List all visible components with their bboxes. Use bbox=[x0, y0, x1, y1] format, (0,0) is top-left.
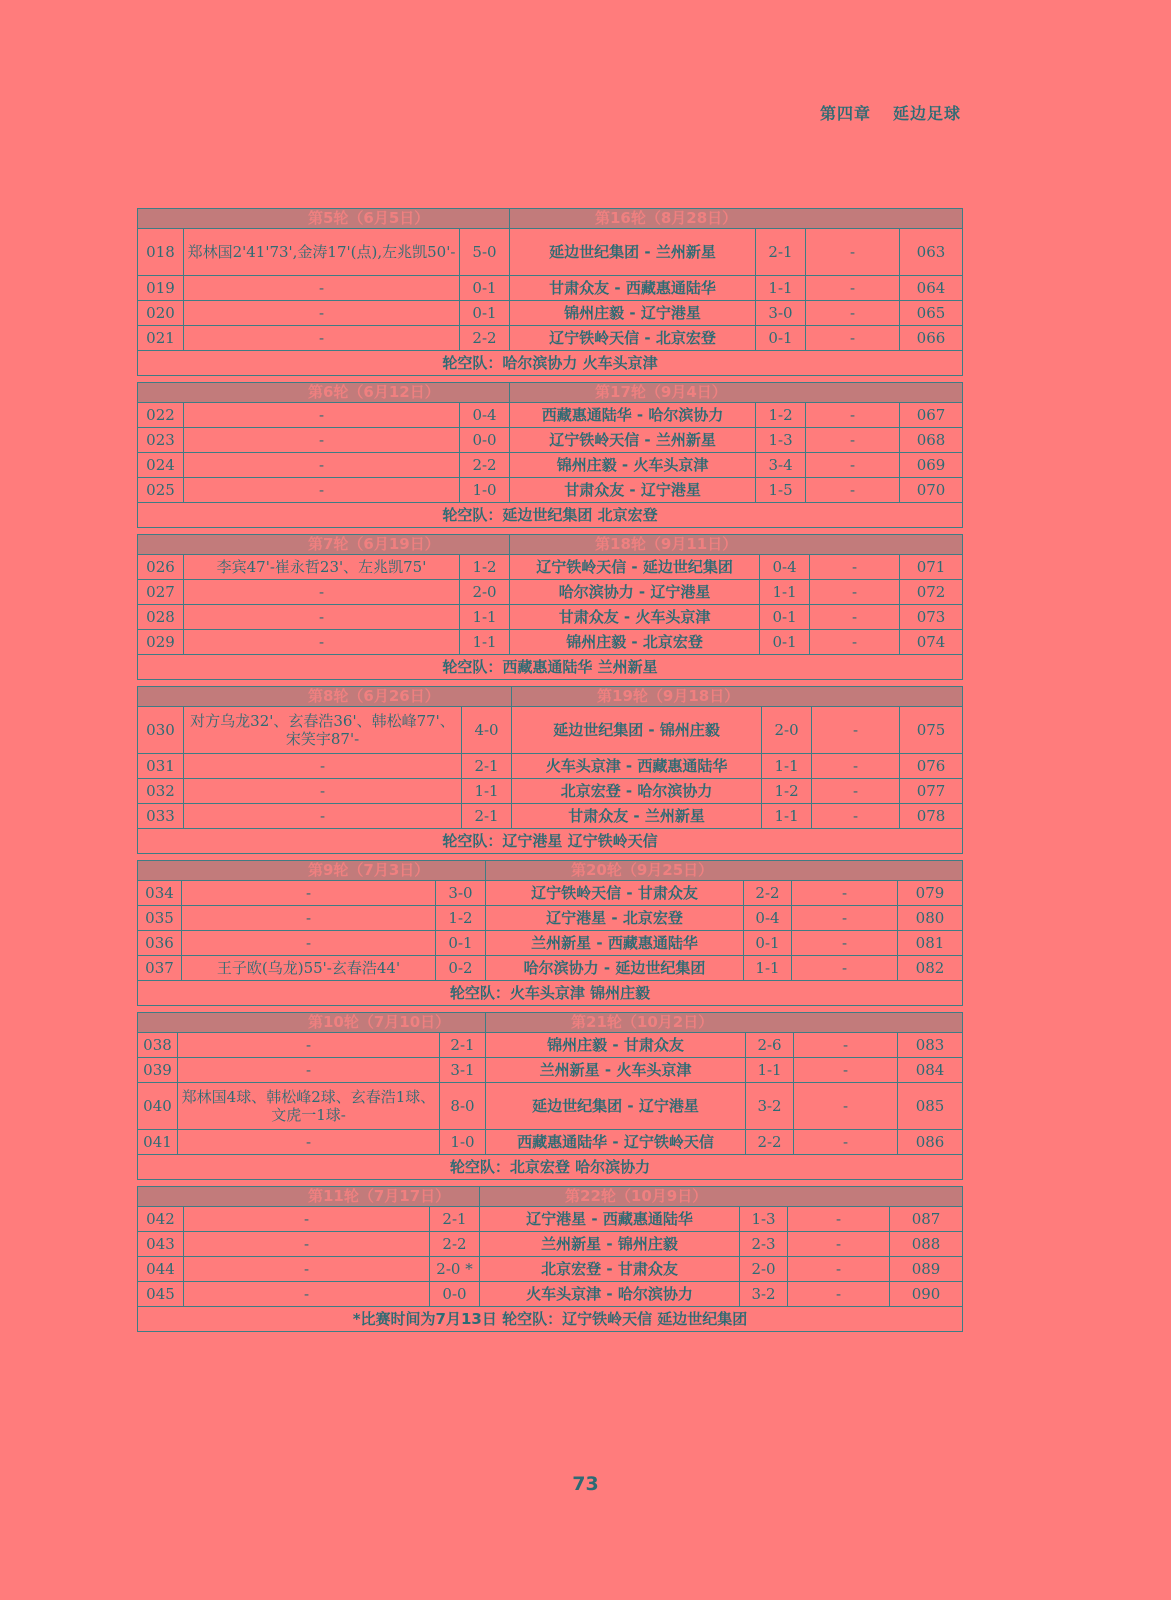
right-match-no: 077 bbox=[900, 779, 963, 804]
scorers: - bbox=[182, 931, 436, 956]
left-round-label: 第11轮（7月17日） bbox=[138, 1187, 480, 1207]
right-score: 3-2 bbox=[740, 1282, 788, 1307]
left-score: 0-4 bbox=[460, 403, 510, 428]
right-score: 2-0 bbox=[740, 1257, 788, 1282]
bye-teams: 轮空队：西藏惠通陆华 兰州新星 bbox=[138, 655, 963, 680]
scorers: 王子欧(乌龙)55'-玄春浩44' bbox=[182, 956, 436, 981]
right-scorers: - bbox=[806, 229, 900, 276]
right-scorers: - bbox=[806, 428, 900, 453]
teams: 甘肃众友 - 火车头京津 bbox=[510, 605, 760, 630]
round-table bbox=[137, 1186, 963, 1332]
right-match-no: 081 bbox=[898, 931, 963, 956]
chapter-number: 第四章 bbox=[819, 104, 871, 123]
match-row bbox=[138, 754, 963, 779]
teams: 甘肃众友 - 兰州新星 bbox=[512, 804, 762, 829]
right-score: 2-1 bbox=[756, 229, 806, 276]
teams: 延边世纪集团 - 锦州庄毅 bbox=[512, 707, 762, 754]
right-scorers: - bbox=[810, 630, 900, 655]
bye-teams: 轮空队：哈尔滨协力 火车头京津 bbox=[138, 351, 963, 376]
scorers: - bbox=[184, 478, 460, 503]
left-match-no: 024 bbox=[138, 453, 184, 478]
teams: 辽宁港星 - 西藏惠通陆华 bbox=[480, 1207, 740, 1232]
match-row bbox=[138, 403, 963, 428]
right-score: 2-6 bbox=[746, 1033, 794, 1058]
teams: 西藏惠通陆华 - 哈尔滨协力 bbox=[510, 403, 756, 428]
match-row bbox=[138, 881, 963, 906]
left-match-no: 025 bbox=[138, 478, 184, 503]
right-match-no: 067 bbox=[900, 403, 963, 428]
right-scorers: - bbox=[812, 804, 900, 829]
right-round-label: 第17轮（9月4日） bbox=[510, 383, 963, 403]
right-scorers: - bbox=[792, 906, 898, 931]
match-row bbox=[138, 1130, 963, 1155]
match-row bbox=[138, 555, 963, 580]
right-match-no: 078 bbox=[900, 804, 963, 829]
match-row bbox=[138, 326, 963, 351]
left-score: 2-2 bbox=[460, 326, 510, 351]
bye-teams: 轮空队：延边世纪集团 北京宏登 bbox=[138, 503, 963, 528]
left-score: 0-0 bbox=[460, 428, 510, 453]
round-table bbox=[137, 860, 963, 1006]
left-score: 1-2 bbox=[460, 555, 510, 580]
left-score: 4-0 bbox=[462, 707, 512, 754]
teams: 延边世纪集团 - 兰州新星 bbox=[510, 229, 756, 276]
right-match-no: 069 bbox=[900, 453, 963, 478]
round-header bbox=[138, 209, 963, 229]
round-header bbox=[138, 535, 963, 555]
right-match-no: 072 bbox=[900, 580, 963, 605]
scorers: - bbox=[184, 1257, 430, 1282]
round-block bbox=[137, 860, 962, 1006]
left-match-no: 040 bbox=[138, 1083, 178, 1130]
schedule-tables bbox=[137, 208, 962, 1338]
right-scorers: - bbox=[794, 1130, 898, 1155]
right-scorers: - bbox=[792, 931, 898, 956]
left-match-no: 023 bbox=[138, 428, 184, 453]
round-header bbox=[138, 861, 963, 881]
teams: 火车头京津 - 哈尔滨协力 bbox=[480, 1282, 740, 1307]
round-block bbox=[137, 1186, 962, 1332]
right-match-no: 089 bbox=[890, 1257, 963, 1282]
right-match-no: 076 bbox=[900, 754, 963, 779]
teams: 哈尔滨协力 - 辽宁港星 bbox=[510, 580, 760, 605]
right-round-label: 第22轮（10月9日） bbox=[480, 1187, 963, 1207]
left-score: 5-0 bbox=[460, 229, 510, 276]
match-row bbox=[138, 630, 963, 655]
teams: 兰州新星 - 西藏惠通陆华 bbox=[486, 931, 744, 956]
right-scorers: - bbox=[792, 956, 898, 981]
left-match-no: 045 bbox=[138, 1282, 184, 1307]
right-score: 2-2 bbox=[746, 1130, 794, 1155]
round-header bbox=[138, 1013, 963, 1033]
left-score: 3-1 bbox=[440, 1058, 486, 1083]
round-header bbox=[138, 687, 963, 707]
right-scorers: - bbox=[788, 1282, 890, 1307]
right-scorers: - bbox=[806, 478, 900, 503]
left-score: 1-1 bbox=[460, 605, 510, 630]
round-header bbox=[138, 1187, 963, 1207]
right-match-no: 088 bbox=[890, 1232, 963, 1257]
chapter-header bbox=[820, 101, 961, 124]
left-score: 3-0 bbox=[436, 881, 486, 906]
teams: 辽宁港星 - 北京宏登 bbox=[486, 906, 744, 931]
right-score: 2-0 bbox=[762, 707, 812, 754]
left-score: 2-0 bbox=[460, 580, 510, 605]
left-match-no: 037 bbox=[138, 956, 182, 981]
left-match-no: 018 bbox=[138, 229, 184, 276]
match-row bbox=[138, 804, 963, 829]
match-row bbox=[138, 1033, 963, 1058]
round-block bbox=[137, 1012, 962, 1180]
right-scorers: - bbox=[806, 301, 900, 326]
left-round-label: 第5轮（6月5日） bbox=[138, 209, 510, 229]
scorers: - bbox=[184, 1282, 430, 1307]
right-match-no: 064 bbox=[900, 276, 963, 301]
scorers: - bbox=[184, 301, 460, 326]
left-round-label: 第7轮（6月19日） bbox=[138, 535, 510, 555]
right-score: 0-1 bbox=[760, 630, 810, 655]
bye-teams: 轮空队：北京宏登 哈尔滨协力 bbox=[138, 1155, 963, 1180]
right-match-no: 063 bbox=[900, 229, 963, 276]
right-match-no: 082 bbox=[898, 956, 963, 981]
round-block bbox=[137, 382, 962, 528]
left-score: 2-1 bbox=[430, 1207, 480, 1232]
left-score: 0-0 bbox=[430, 1282, 480, 1307]
right-score: 1-1 bbox=[744, 956, 792, 981]
right-score: 3-0 bbox=[756, 301, 806, 326]
left-score: 2-0 * bbox=[430, 1257, 480, 1282]
right-match-no: 083 bbox=[898, 1033, 963, 1058]
left-match-no: 031 bbox=[138, 754, 184, 779]
match-row bbox=[138, 1282, 963, 1307]
left-match-no: 030 bbox=[138, 707, 184, 754]
right-score: 1-5 bbox=[756, 478, 806, 503]
left-score: 1-2 bbox=[436, 906, 486, 931]
left-match-no: 036 bbox=[138, 931, 182, 956]
right-round-label: 第20轮（9月25日） bbox=[486, 861, 963, 881]
teams: 辽宁铁岭天信 - 延边世纪集团 bbox=[510, 555, 760, 580]
left-match-no: 044 bbox=[138, 1257, 184, 1282]
bye-teams: 轮空队：火车头京津 锦州庄毅 bbox=[138, 981, 963, 1006]
left-match-no: 041 bbox=[138, 1130, 178, 1155]
right-score: 1-2 bbox=[762, 779, 812, 804]
right-score: 1-3 bbox=[740, 1207, 788, 1232]
right-score: 2-2 bbox=[744, 881, 792, 906]
round-table bbox=[137, 382, 963, 528]
right-score: 0-4 bbox=[744, 906, 792, 931]
right-match-no: 087 bbox=[890, 1207, 963, 1232]
match-row bbox=[138, 301, 963, 326]
right-score: 1-3 bbox=[756, 428, 806, 453]
round-table bbox=[137, 534, 963, 680]
right-match-no: 065 bbox=[900, 301, 963, 326]
left-match-no: 034 bbox=[138, 881, 182, 906]
right-score: 1-1 bbox=[762, 754, 812, 779]
right-scorers: - bbox=[806, 403, 900, 428]
left-score: 2-1 bbox=[462, 754, 512, 779]
right-scorers: - bbox=[812, 779, 900, 804]
right-score: 0-1 bbox=[760, 605, 810, 630]
right-match-no: 070 bbox=[900, 478, 963, 503]
left-score: 2-1 bbox=[462, 804, 512, 829]
round-block bbox=[137, 534, 962, 680]
left-score: 2-1 bbox=[440, 1033, 486, 1058]
left-match-no: 029 bbox=[138, 630, 184, 655]
scorers: - bbox=[178, 1058, 440, 1083]
right-score: 3-2 bbox=[746, 1083, 794, 1130]
left-match-no: 021 bbox=[138, 326, 184, 351]
left-match-no: 028 bbox=[138, 605, 184, 630]
teams: 锦州庄毅 - 北京宏登 bbox=[510, 630, 760, 655]
left-match-no: 022 bbox=[138, 403, 184, 428]
right-scorers: - bbox=[810, 580, 900, 605]
left-match-no: 042 bbox=[138, 1207, 184, 1232]
right-scorers: - bbox=[794, 1083, 898, 1130]
match-row bbox=[138, 906, 963, 931]
chapter-title: 延边足球 bbox=[892, 104, 961, 123]
scorers: - bbox=[184, 804, 462, 829]
match-row bbox=[138, 1058, 963, 1083]
left-score: 0-1 bbox=[436, 931, 486, 956]
right-scorers: - bbox=[806, 453, 900, 478]
bye-teams: 轮空队：辽宁港星 辽宁铁岭天信 bbox=[138, 829, 963, 854]
scorers: 郑林国2'41'73',金涛17'(点),左兆凯50'- bbox=[184, 229, 460, 276]
left-score: 0-1 bbox=[460, 301, 510, 326]
round-table bbox=[137, 686, 963, 854]
match-row bbox=[138, 956, 963, 981]
left-score: 2-2 bbox=[430, 1232, 480, 1257]
left-score: 1-0 bbox=[440, 1130, 486, 1155]
match-row bbox=[138, 1257, 963, 1282]
scorers: - bbox=[182, 881, 436, 906]
right-scorers: - bbox=[794, 1033, 898, 1058]
scorers: - bbox=[184, 453, 460, 478]
scorers: - bbox=[178, 1033, 440, 1058]
right-round-label: 第21轮（10月2日） bbox=[486, 1013, 963, 1033]
match-row bbox=[138, 1232, 963, 1257]
left-score: 2-2 bbox=[460, 453, 510, 478]
left-match-no: 027 bbox=[138, 580, 184, 605]
left-score: 1-1 bbox=[460, 630, 510, 655]
left-match-no: 033 bbox=[138, 804, 184, 829]
match-row bbox=[138, 931, 963, 956]
right-scorers: - bbox=[810, 605, 900, 630]
teams: 锦州庄毅 - 甘肃众友 bbox=[486, 1033, 746, 1058]
match-row bbox=[138, 428, 963, 453]
left-match-no: 043 bbox=[138, 1232, 184, 1257]
left-score: 1-1 bbox=[462, 779, 512, 804]
right-match-no: 074 bbox=[900, 630, 963, 655]
left-match-no: 038 bbox=[138, 1033, 178, 1058]
scorers: - bbox=[184, 605, 460, 630]
match-row bbox=[138, 580, 963, 605]
left-match-no: 026 bbox=[138, 555, 184, 580]
right-scorers: - bbox=[812, 707, 900, 754]
left-round-label: 第8轮（6月26日） bbox=[138, 687, 512, 707]
match-row bbox=[138, 478, 963, 503]
scorers: - bbox=[182, 906, 436, 931]
left-score: 0-2 bbox=[436, 956, 486, 981]
left-match-no: 019 bbox=[138, 276, 184, 301]
scorers: 对方乌龙32'、玄春浩36'、韩松峰77'、宋笑宇87'- bbox=[184, 707, 462, 754]
match-row bbox=[138, 779, 963, 804]
right-score: 0-1 bbox=[744, 931, 792, 956]
teams: 锦州庄毅 - 火车头京津 bbox=[510, 453, 756, 478]
right-match-no: 080 bbox=[898, 906, 963, 931]
right-score: 0-1 bbox=[756, 326, 806, 351]
right-match-no: 085 bbox=[898, 1083, 963, 1130]
scorers: 郑林国4球、韩松峰2球、玄春浩1球、文虎一1球- bbox=[178, 1083, 440, 1130]
teams: 辽宁铁岭天信 - 北京宏登 bbox=[510, 326, 756, 351]
left-round-label: 第9轮（7月3日） bbox=[138, 861, 486, 881]
right-scorers: - bbox=[788, 1207, 890, 1232]
teams: 辽宁铁岭天信 - 兰州新星 bbox=[510, 428, 756, 453]
right-score: 2-3 bbox=[740, 1232, 788, 1257]
scorers: - bbox=[184, 1232, 430, 1257]
right-score: 1-2 bbox=[756, 403, 806, 428]
left-match-no: 035 bbox=[138, 906, 182, 931]
teams: 北京宏登 - 甘肃众友 bbox=[480, 1257, 740, 1282]
left-match-no: 020 bbox=[138, 301, 184, 326]
scorers: - bbox=[184, 428, 460, 453]
match-row bbox=[138, 229, 963, 276]
match-row bbox=[138, 276, 963, 301]
teams: 兰州新星 - 火车头京津 bbox=[486, 1058, 746, 1083]
round-table bbox=[137, 1012, 963, 1180]
right-scorers: - bbox=[788, 1232, 890, 1257]
teams: 甘肃众友 - 辽宁港星 bbox=[510, 478, 756, 503]
scorers: - bbox=[184, 326, 460, 351]
match-row bbox=[138, 707, 963, 754]
right-scorers: - bbox=[792, 881, 898, 906]
scorers: - bbox=[178, 1130, 440, 1155]
match-row bbox=[138, 1083, 963, 1130]
teams: 兰州新星 - 锦州庄毅 bbox=[480, 1232, 740, 1257]
teams: 辽宁铁岭天信 - 甘肃众友 bbox=[486, 881, 744, 906]
match-row bbox=[138, 1207, 963, 1232]
teams: 北京宏登 - 哈尔滨协力 bbox=[512, 779, 762, 804]
match-row bbox=[138, 453, 963, 478]
right-score: 1-1 bbox=[756, 276, 806, 301]
right-match-no: 079 bbox=[898, 881, 963, 906]
right-score: 0-4 bbox=[760, 555, 810, 580]
right-match-no: 066 bbox=[900, 326, 963, 351]
right-match-no: 073 bbox=[900, 605, 963, 630]
left-score: 8-0 bbox=[440, 1083, 486, 1130]
scorers: - bbox=[184, 580, 460, 605]
right-match-no: 086 bbox=[898, 1130, 963, 1155]
left-round-label: 第10轮（7月10日） bbox=[138, 1013, 486, 1033]
teams: 西藏惠通陆华 - 辽宁铁岭天信 bbox=[486, 1130, 746, 1155]
right-match-no: 084 bbox=[898, 1058, 963, 1083]
right-match-no: 071 bbox=[900, 555, 963, 580]
right-round-label: 第19轮（9月18日） bbox=[512, 687, 963, 707]
round-block bbox=[137, 686, 962, 854]
right-scorers: - bbox=[806, 326, 900, 351]
teams: 锦州庄毅 - 辽宁港星 bbox=[510, 301, 756, 326]
scorers: 李宾47'-崔永哲23'、左兆凯75' bbox=[184, 555, 460, 580]
right-round-label: 第16轮（8月28日） bbox=[510, 209, 963, 229]
right-match-no: 075 bbox=[900, 707, 963, 754]
left-match-no: 032 bbox=[138, 779, 184, 804]
right-scorers: - bbox=[812, 754, 900, 779]
left-score: 0-1 bbox=[460, 276, 510, 301]
right-scorers: - bbox=[788, 1257, 890, 1282]
right-scorers: - bbox=[806, 276, 900, 301]
teams: 甘肃众友 - 西藏惠通陆华 bbox=[510, 276, 756, 301]
teams: 火车头京津 - 西藏惠通陆华 bbox=[512, 754, 762, 779]
right-score: 1-1 bbox=[760, 580, 810, 605]
right-score: 1-1 bbox=[746, 1058, 794, 1083]
right-match-no: 068 bbox=[900, 428, 963, 453]
round-header bbox=[138, 383, 963, 403]
scorers: - bbox=[184, 779, 462, 804]
right-scorers: - bbox=[794, 1058, 898, 1083]
right-scorers: - bbox=[810, 555, 900, 580]
right-round-label: 第18轮（9月11日） bbox=[510, 535, 963, 555]
round-block bbox=[137, 208, 962, 376]
match-row bbox=[138, 605, 963, 630]
scorers: - bbox=[184, 276, 460, 301]
teams: 哈尔滨协力 - 延边世纪集团 bbox=[486, 956, 744, 981]
bye-teams: *比赛时间为7月13日 轮空队：辽宁铁岭天信 延边世纪集团 bbox=[138, 1307, 963, 1332]
page-number: 73 bbox=[572, 1473, 599, 1495]
left-round-label: 第6轮（6月12日） bbox=[138, 383, 510, 403]
scorers: - bbox=[184, 403, 460, 428]
scorers: - bbox=[184, 1207, 430, 1232]
round-table bbox=[137, 208, 963, 376]
scorers: - bbox=[184, 630, 460, 655]
left-match-no: 039 bbox=[138, 1058, 178, 1083]
left-score: 1-0 bbox=[460, 478, 510, 503]
teams: 延边世纪集团 - 辽宁港星 bbox=[486, 1083, 746, 1130]
right-score: 1-1 bbox=[762, 804, 812, 829]
right-match-no: 090 bbox=[890, 1282, 963, 1307]
right-score: 3-4 bbox=[756, 453, 806, 478]
scorers: - bbox=[184, 754, 462, 779]
